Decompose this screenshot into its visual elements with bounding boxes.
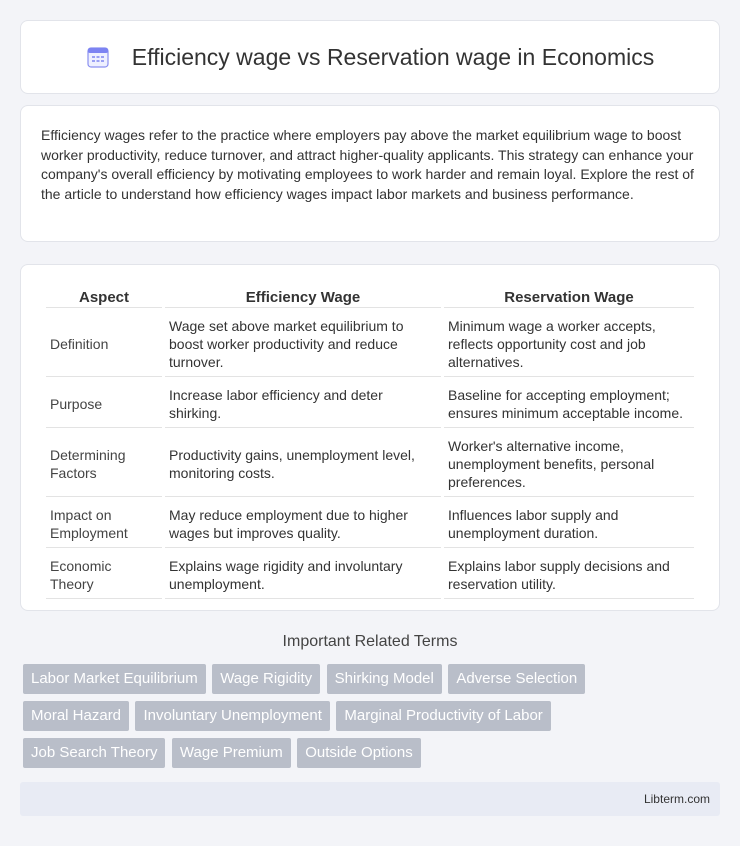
related-term-tag[interactable]: Marginal Productivity of Labor (336, 701, 550, 731)
related-term-tag[interactable]: Job Search Theory (23, 738, 165, 768)
table-header-row (46, 287, 694, 308)
efficiency-cell: Wage set above market equilibrium to boost worker productivity and reduce turnover. (165, 310, 441, 377)
comparison-table (43, 285, 697, 601)
column-header: Efficiency Wage (165, 287, 441, 308)
reservation-cell: Minimum wage a worker accepts, reflects opportunity cost and job alternatives. (444, 310, 694, 377)
column-header: Reservation Wage (444, 287, 694, 308)
related-terms-title: Important Related Terms (282, 633, 458, 650)
aspect-cell: Economic Theory (46, 550, 162, 599)
related-term-tag[interactable]: Wage Premium (172, 738, 291, 768)
efficiency-cell: Increase labor efficiency and deter shirking. (165, 379, 441, 428)
efficiency-cell: May reduce employment due to higher wages but improves quality. (165, 499, 441, 548)
reservation-cell: Worker's alternative income, unemployment benefits, personal preferences. (444, 430, 694, 497)
related-term-tag[interactable]: Labor Market Equilibrium (23, 664, 206, 694)
table-row (46, 430, 694, 497)
related-term-tag[interactable]: Adverse Selection (448, 664, 585, 694)
reservation-cell: Baseline for accepting employment; ensures minimum acceptable income. (444, 379, 694, 428)
aspect-cell: Definition (46, 310, 162, 377)
comparison-card (20, 264, 720, 611)
aspect-cell: Determining Factors (46, 430, 162, 497)
related-term-tag[interactable]: Outside Options (297, 738, 421, 768)
calendar-icon (86, 45, 110, 69)
related-terms-list (23, 664, 723, 775)
footer (20, 782, 720, 816)
table-row (46, 379, 694, 428)
page-title: Efficiency wage vs Reservation wage in Economics (131, 43, 655, 70)
table-row (46, 499, 694, 548)
reservation-cell: Explains labor supply decisions and reservation utility. (444, 550, 694, 599)
aspect-cell: Impact on Employment (46, 499, 162, 548)
title-card (20, 20, 720, 94)
column-header: Aspect (46, 287, 162, 308)
intro-card (20, 105, 720, 242)
related-term-tag[interactable]: Moral Hazard (23, 701, 129, 731)
efficiency-cell: Explains wage rigidity and involuntary unemployment. (165, 550, 441, 599)
site-link[interactable]: Libterm.com (643, 792, 710, 806)
related-term-tag[interactable]: Involuntary Unemployment (135, 701, 329, 731)
aspect-cell: Purpose (46, 379, 162, 428)
related-term-tag[interactable]: Shirking Model (327, 664, 442, 694)
table-row (46, 310, 694, 377)
efficiency-cell: Productivity gains, unemployment level, monitoring costs. (165, 430, 441, 497)
reservation-cell: Influences labor supply and unemployment duration. (444, 499, 694, 548)
related-term-tag[interactable]: Wage Rigidity (212, 664, 320, 694)
table-row (46, 550, 694, 599)
intro-text: Efficiency wages refer to the practice where employers pay above the market equilibrium wage to boost worker productivity, reduce turnover, and attract higher-quality applicants. This strategy can enhance your company's overall efficiency by motivating employees to work harder and remain loyal. Explore the rest of the article to understand how efficiency wages impact labor markets and business performance. (41, 127, 694, 202)
